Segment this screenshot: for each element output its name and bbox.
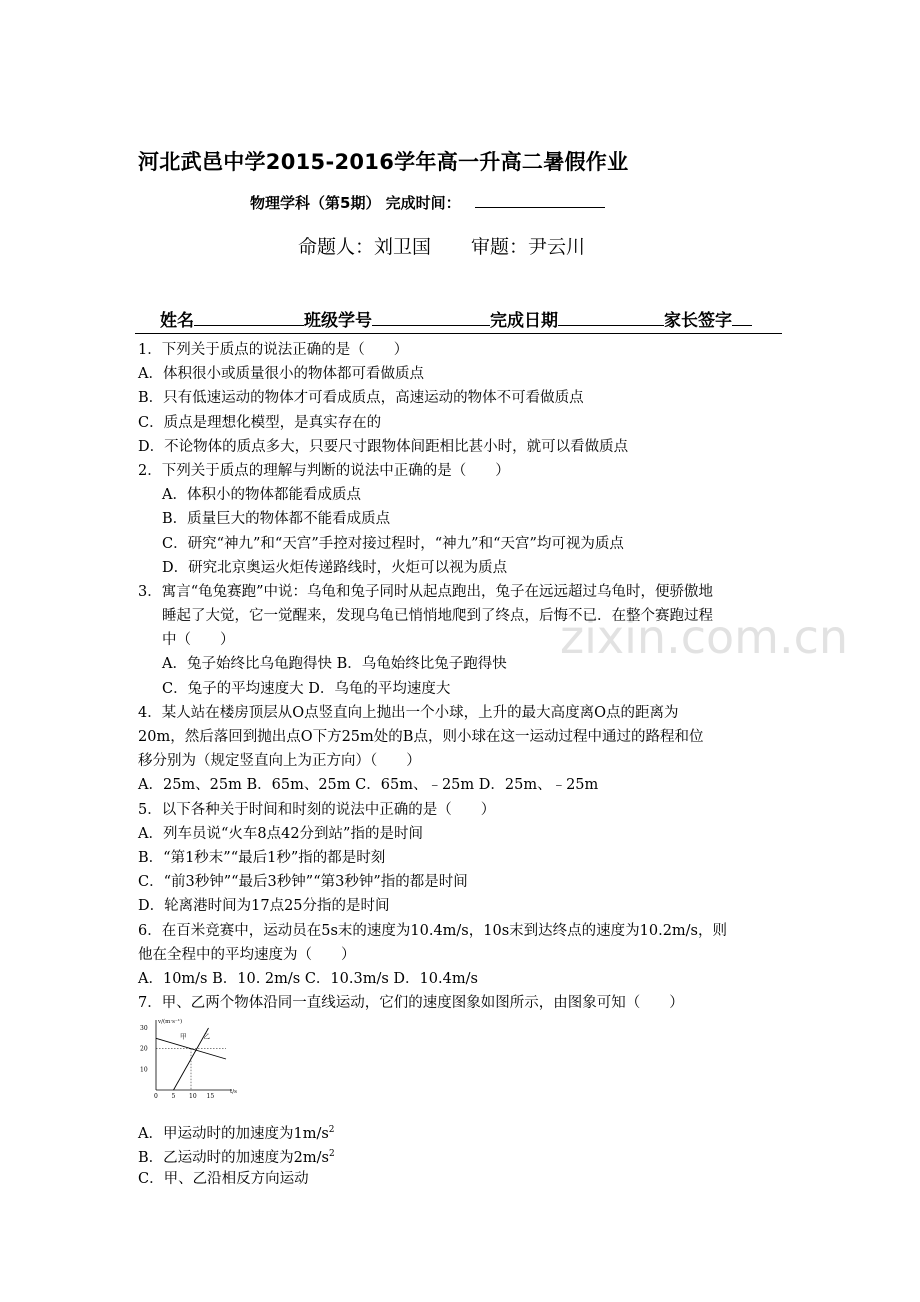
divider bbox=[135, 333, 782, 334]
question-line: 中（ ） bbox=[162, 632, 235, 649]
option-line: C．质点是理想化模型，是真实存在的 bbox=[138, 414, 382, 431]
question-line: 睡起了大觉，它一觉醒来，发现乌龟已悄悄地爬到了终点，后悔不已．在整个赛跑过程 bbox=[162, 608, 713, 625]
watermark: zixin.com.cn bbox=[560, 610, 849, 664]
series-label: 乙 bbox=[203, 1032, 210, 1041]
x-axis-label: t/s bbox=[230, 1089, 237, 1095]
x-tick-label: 5 bbox=[171, 1093, 176, 1100]
option-line: C．“前3秒钟”“最后3秒钟”“第3秒钟”指的都是时间 bbox=[138, 874, 468, 891]
class-blank[interactable] bbox=[372, 309, 490, 326]
option-line: B．只有低速运动的物体才可看成质点，高速运动的物体不可看做质点 bbox=[138, 390, 584, 407]
option-line: C．甲、乙沿相反方向运动 bbox=[138, 1170, 309, 1187]
student-info-row bbox=[160, 306, 752, 331]
question-line: 他在全程中的平均速度为（ ） bbox=[138, 946, 356, 963]
author-reviewer: 审题：尹云川 bbox=[471, 236, 586, 258]
completion-time-blank[interactable] bbox=[475, 193, 605, 208]
y-tick-label: 10 bbox=[140, 1066, 148, 1074]
option-line: A．体积小的物体都能看成质点 bbox=[162, 487, 361, 504]
option-line: D．研究北京奥运火炬传递路线时，火炬可以视为质点 bbox=[162, 559, 508, 576]
question-line: 7．甲、乙两个物体沿同一直线运动，它们的速度图象如图所示，由图象可知（ ） bbox=[138, 995, 684, 1012]
option-line: C．兔子的平均速度大 D．乌龟的平均速度大 bbox=[162, 680, 451, 697]
subject-text: 物理学科（第5期） 完成时间： bbox=[250, 194, 461, 212]
superscript: 2 bbox=[328, 1149, 335, 1160]
name-label: 姓名 bbox=[160, 311, 194, 331]
author-setter: 命题人：刘卫国 bbox=[298, 236, 432, 258]
page-title: 河北武邑中学2015-2016学年高一升高二暑假作业 bbox=[138, 150, 629, 174]
option-line bbox=[138, 1142, 788, 1166]
y-axis-label: v/(m·s⁻¹) bbox=[158, 1019, 183, 1025]
question-line: 移分别为（规定竖直向上为正方向）（ ） bbox=[138, 753, 421, 770]
question-line: 6．在百米竞赛中，运动员在5s末的速度为10.4m/s，10s末到达终点的速度为10.2m/s，则 bbox=[138, 922, 728, 939]
question-line: 3．寓言“龟兔赛跑”中说：乌龟和兔子同时从起点跑出，兔子在远远超过乌龟时，便骄傲地 bbox=[138, 583, 714, 600]
name-blank[interactable] bbox=[194, 309, 304, 326]
x-tick-label: 15 bbox=[206, 1093, 215, 1100]
question-line: 4．某人站在楼房顶层从O点竖直向上抛出一个小球，上升的最大高度离O点的距离为 bbox=[138, 704, 679, 721]
authors-line bbox=[298, 232, 585, 259]
option-line: A．10m/s B．10. 2m/s C．10.3m/s D．10.4m/s bbox=[138, 970, 478, 987]
question-line: 5．以下各种关于时间和时刻的说法中正确的是（ ） bbox=[138, 801, 496, 818]
sign-blank[interactable] bbox=[732, 309, 752, 326]
question-line: 20m，然后落回到抛出点O下方25m处的B点，则小球在这一运动过程中通过的路程和位 bbox=[138, 729, 704, 745]
option-line: B．质量巨大的物体都不能看成质点 bbox=[162, 511, 391, 528]
q7-option-b: B．乙运动时的加速度为2m/s bbox=[138, 1150, 329, 1167]
subject-line bbox=[250, 192, 605, 213]
option-line: A．列车员说“火车8点42分到站”指的是时间 bbox=[138, 825, 423, 842]
date-label: 完成日期 bbox=[490, 311, 558, 331]
series-label: 甲 bbox=[180, 1032, 187, 1041]
sign-label: 家长签字 bbox=[664, 311, 732, 331]
option-line bbox=[138, 1118, 788, 1142]
option-line: C．研究“神九”和“天宫”手控对接过程时，“神九”和“天宫”均可视为质点 bbox=[162, 535, 624, 552]
superscript: 2 bbox=[328, 1125, 335, 1136]
option-line: A．25m、25m B．65m、25m C．65m、﹣25m D．25m、﹣25m bbox=[138, 777, 599, 794]
option-line: D．不论物体的质点多大，只要尺寸跟物体间距相比甚小时，就可以看做质点 bbox=[138, 438, 629, 455]
option-line: B．“第1秒末”“最后1秒”指的都是时刻 bbox=[138, 849, 386, 866]
option-line: A．体积很小或质量很小的物体都可看做质点 bbox=[138, 366, 424, 383]
option-line: D．轮离港时间为17点25分指的是时间 bbox=[138, 898, 390, 915]
option-line: A．兔子始终比乌龟跑得快 B．乌龟始终比兔子跑得快 bbox=[162, 656, 507, 673]
question-line: 2．下列关于质点的理解与判断的说法中正确的是（ ） bbox=[138, 462, 510, 479]
question-line: 1．下列关于质点的说法正确的是（ ） bbox=[138, 342, 409, 358]
y-tick-label: 20 bbox=[140, 1045, 148, 1053]
x-tick-label: 0 bbox=[154, 1093, 158, 1100]
date-blank[interactable] bbox=[558, 309, 664, 326]
class-label: 班级学号 bbox=[304, 311, 372, 331]
x-tick-label: 10 bbox=[189, 1093, 197, 1100]
y-tick-label: 30 bbox=[140, 1025, 148, 1032]
q7-option-a: A．甲运动时的加速度为1m/s bbox=[138, 1126, 329, 1143]
velocity-time-chart bbox=[138, 1014, 238, 1102]
